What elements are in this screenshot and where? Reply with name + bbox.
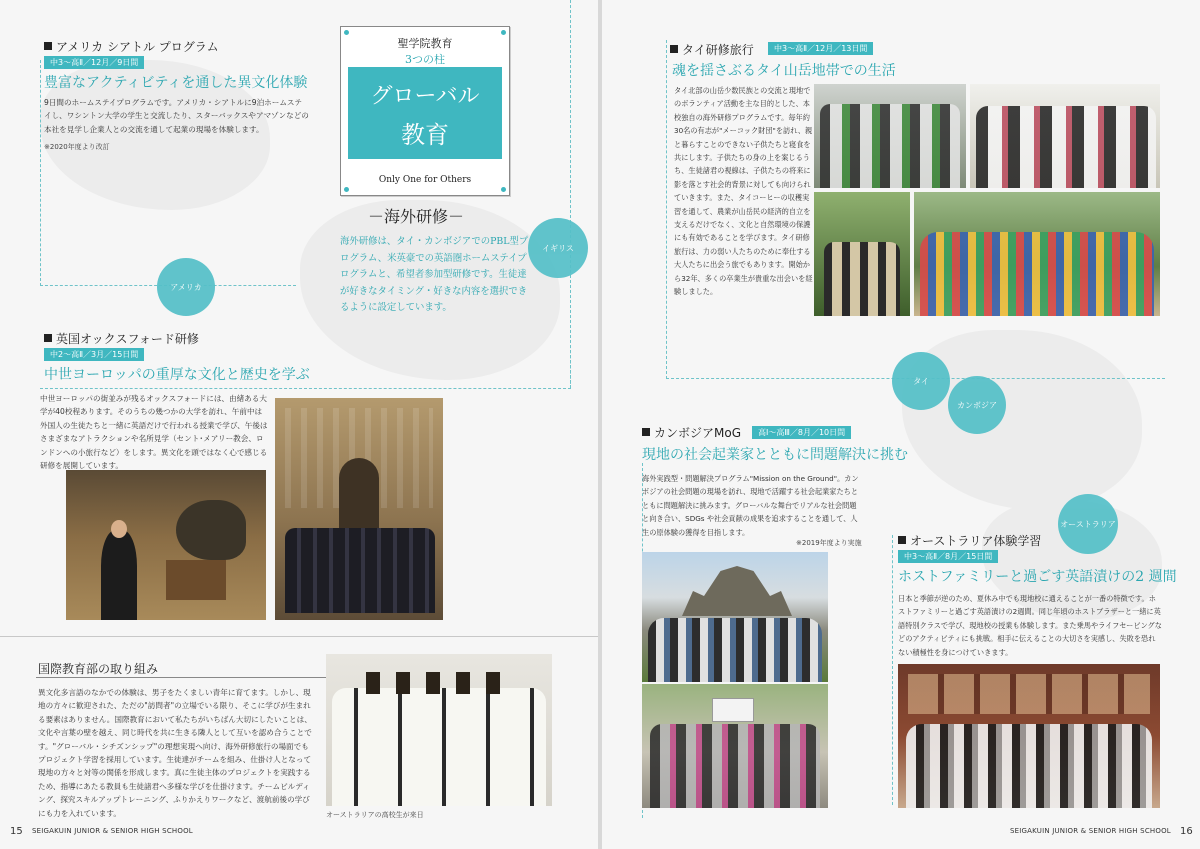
photo-caption: オーストラリアの高校生が来日 [326, 811, 424, 819]
corner-dot-icon [501, 30, 506, 35]
thai-photo-2 [970, 84, 1160, 188]
thai-tag: 中3～高Ⅱ／12月／13日間 [768, 42, 873, 55]
cambodia-title: カンボジアMoG [642, 424, 741, 441]
bullet-square-icon [898, 536, 906, 544]
cambodia-headline: 現地の社会起業家とともに問題解決に挑む [642, 447, 908, 463]
oxford-headline: 中世ヨーロッパの重厚な文化と歴史を学ぶ [44, 367, 310, 383]
australia-frame [892, 535, 895, 805]
students-group [976, 106, 1156, 188]
oxford-hall-photo [275, 398, 443, 620]
temple-silhouette [682, 566, 792, 616]
cambodia-note: ※2019年度より実施 [796, 539, 862, 547]
pedestal-shape [166, 560, 226, 600]
corner-dot-icon [501, 187, 506, 192]
angkor-wat-photo [642, 552, 828, 682]
corner-dot-icon [344, 30, 349, 35]
divider-line [570, 0, 571, 388]
oxford-tag: 中2～高Ⅱ／3月／15日間 [44, 348, 144, 361]
australia-tag: 中3～高Ⅱ／8月／15日間 [898, 550, 998, 563]
australia-body: 日本と季節が逆のため、夏休み中でも現地校に通えることが一番の特徴です。ホストファミリーと過ごす英語漬けの2週間。同じ年頃のホストブラザーと一緒に英語特別クラスで学び、現地校の授業も体験します。また乗馬やライフセービングなどのアクティビティにも挑戦。相手に伝えることの大切さを実感し、失敗を恐れない積極性を身につけていきます。 [898, 594, 1162, 657]
america-frame [40, 60, 296, 286]
students-group [820, 104, 960, 188]
bullet-square-icon [670, 45, 678, 53]
thai-title: タイ研修旅行 [670, 41, 754, 58]
circle-thai: タイ [892, 352, 950, 410]
circle-uk: イギリス [528, 218, 588, 278]
person-shape [101, 530, 137, 620]
students-group [650, 724, 820, 808]
australian-students-photo [326, 654, 552, 806]
header-main1: グローバル [370, 84, 480, 109]
circle-america: アメリカ [157, 258, 215, 316]
students-group [648, 618, 822, 682]
school-name-left: SEIGAKUIN JUNIOR & SENIOR HIGH SCHOOL [32, 827, 193, 835]
students-group [332, 688, 546, 806]
cambodia-street-photo [642, 684, 828, 808]
australia-group-photo [898, 664, 1160, 808]
header-sub: Only One for Others [378, 175, 472, 185]
bullet-square-icon [44, 334, 52, 342]
australia-headline: ホストファミリーと過ごす英語漬けの2 週間 [898, 569, 1177, 585]
page-number-left: 15 [10, 826, 23, 837]
kaigai-title: －海外研修－ [368, 207, 465, 226]
header-line1: 聖学院教育 [397, 37, 453, 50]
oxford-title: 英国オックスフォード研修 [44, 330, 199, 347]
america-tag: 中3～高Ⅱ／12月／9日間 [44, 56, 144, 69]
kaigai-body: 海外研修は、タイ・カンボジアでのPBL型プログラム、米英豪での英語圏ホームステイプログラムと、希望者参加型研修です。生徒達が好きなタイミング・好きな内容を選択できるように設定しています。 [340, 236, 529, 313]
students-group [920, 232, 1154, 316]
kokusai-body: 異文化多言語のなかでの体験は、男子をたくましい青年に育てます。しかし、現地の方々に歓迎された、ただの"訪問者"の立場でいる限り、そこに学びが生まれる要素はありません。国際教育において私たちがいちばん大切にしたいことは、文化や言葉の壁を越え、同じ時代を共に生きる隣人として互いを認め合うことです。"グローバル・シチズンシップ"の理想実現へ向け、海外研修旅行の場面でもプロジェクト学習を採用しています。生徒達がチームを組み、仕掛け人となって現地の方々と対等の関係を形成します。真に生徒主体のプロジェクトを実践するため、指導にあたる教員も生徒諸君へ多様な学びを仕掛けます。チームビルディング、探究スキルアップトレーニング、ふりかえりワークなど、渡航前後の学びにも力を入れています。 [38, 688, 312, 818]
students-group [824, 242, 900, 316]
header-main2: 教育 [401, 121, 449, 149]
america-title: アメリカ シアトル プログラム [44, 38, 219, 55]
right-page [602, 0, 1200, 849]
dinosaur-shape [176, 500, 246, 560]
school-name-right: SEIGAKUIN JUNIOR & SENIOR HIGH SCHOOL [1010, 827, 1171, 835]
kokusai-title: 国際教育部の取り組み [38, 662, 159, 676]
museum-photo [66, 470, 266, 620]
bullet-square-icon [44, 42, 52, 50]
thai-photo-1 [814, 84, 966, 188]
cambodia-tag: 高Ⅰ～高Ⅲ／8月／10日間 [752, 426, 851, 439]
page-number-right: 16 [1180, 826, 1193, 837]
bullet-square-icon [642, 428, 650, 436]
header-box [340, 26, 510, 196]
students-group [906, 724, 1152, 808]
students-group [285, 528, 435, 613]
corner-dot-icon [344, 187, 349, 192]
thai-headline: 魂を揺さぶるタイ山岳地帯での生活 [672, 63, 896, 79]
face-shape [111, 520, 127, 538]
australia-title: オーストラリア体験学習 [898, 532, 1041, 549]
circle-australia: オーストラリア [1058, 494, 1118, 554]
thai-body: タイ北部の山岳少数民族との交流と現地でのボランティア活動を主な目的とした、本校独自の海外研修プログラムです。毎年約30名の有志が"メーコック財団"を訪れ、親と暮らすことのできない子供たちと寝食を共にします。子供たちの身の上を案じるうち、生徒諸君の視線は、子供たちの将来に影を落とす社会的背景に対しても向けられていきます。また、タイコーヒーの収穫実習を通して、農業が山岳民の経済的自立を支えるだけでなく、文化と自然環境の保護にも有効であることを学びます。タイ研修旅行は、力の弱い人たちのために奉仕する大人たちに出会う旅でもあります。開始から32年、多くの卒業生が貴重な出会いを経験しました。 [674, 86, 813, 297]
header-teal-panel [348, 67, 502, 159]
america-body: 9日間のホームステイプログラムです。アメリカ・シアトルに9泊ホームステイし、ワシントン大学の学生と交流したり、スターバックスやアマゾンなどの本社を見学し企業人との交流を通して起業の現場を体験します。 [44, 98, 309, 134]
windows-pattern [908, 674, 1150, 714]
america-headline: 豊富なアクティビティを通した異文化体験 [44, 75, 308, 91]
oxford-body: 中世ヨーロッパの街並みが残るオックスフォードには、由緒ある大学が40校程あります。そのうちの幾つかの大学を訪れ、午前中は外国人の生徒たちと一緒に英語だけで行われる授業で学び、午後はさまざまなアトラクションや名所見学（セント･メアリー教会、ロンドンへの小旅行など）をします。異文化を頭ではなく心で感じる研修を展開しています。 [40, 394, 268, 471]
header-line2: 3つの柱 [405, 53, 445, 66]
circle-cambodia: カンボジア [948, 376, 1006, 434]
left-page [0, 0, 598, 849]
heads-row [366, 672, 516, 694]
america-note: ※2020年度より改訂 [44, 143, 110, 151]
thai-photo-3 [814, 192, 910, 316]
arch-shape [339, 458, 379, 538]
thai-group-photo [914, 192, 1160, 316]
sign-board [712, 698, 754, 722]
cambodia-body: 海外実践型・問題解決プログラム"Mission on the Ground"。カンボジアの社会問題の現場を訪れ、現地で活躍する社会起業家たちとともに問題解決に挑みます。グローバルな舞台でリアルな社会問題と向き合い、SDGs や社会貢献の成果を追求することを通して、人生の原体験の獲得を目指します。 [642, 474, 859, 537]
section-separator [0, 636, 598, 637]
kokusai-underline [36, 677, 326, 678]
